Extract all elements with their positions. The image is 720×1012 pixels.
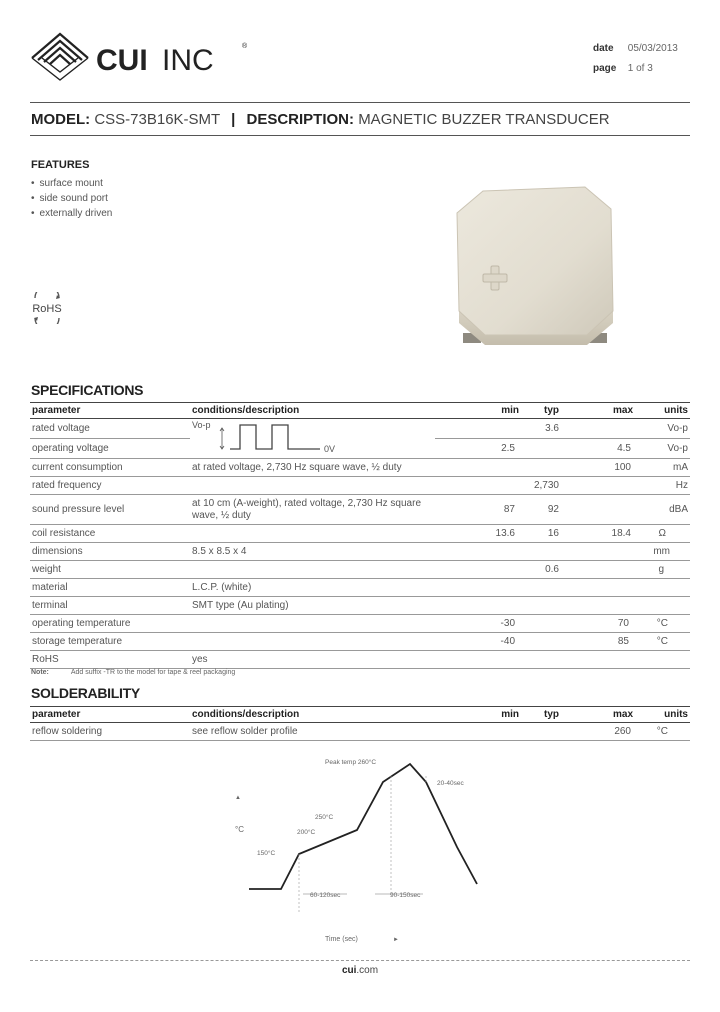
description-value: MAGNETIC BUZZER TRANSDUCER	[358, 111, 610, 128]
logo-cui-text: CUI	[96, 44, 148, 77]
cell-min	[435, 477, 525, 495]
svg-text:►: ►	[393, 937, 399, 943]
table-row	[30, 561, 690, 579]
table-row	[30, 543, 690, 561]
cell-units: mm	[651, 543, 690, 561]
model-value: CSS-73B16K-SMT	[94, 111, 220, 128]
spec-note	[31, 669, 235, 676]
title-separator: |	[231, 111, 236, 128]
cell-conditions	[190, 561, 435, 579]
table-row	[30, 525, 690, 543]
cell-typ	[525, 615, 563, 633]
cell-parameter: coil resistance	[30, 525, 190, 543]
cell-max: 18.4	[563, 525, 651, 543]
cell-units: g	[651, 561, 690, 579]
table-row	[30, 579, 690, 597]
y-axis-label: °C	[235, 825, 244, 834]
cell-parameter: dimensions	[30, 543, 190, 561]
product-image	[455, 183, 615, 353]
cell-max: 70	[563, 615, 651, 633]
cell-parameter: material	[30, 579, 190, 597]
buzzer-product-icon	[455, 183, 615, 353]
table-row	[30, 495, 690, 525]
table-header-row	[30, 403, 690, 419]
cell-parameter: reflow soldering	[30, 723, 190, 741]
cell-max: 4.5	[563, 439, 651, 459]
cell-max	[563, 477, 651, 495]
cell-conditions	[190, 633, 435, 651]
cell-parameter: storage temperature	[30, 633, 190, 651]
note-text: Add suffix -TR to the model for tape & reel packaging	[70, 669, 236, 676]
cell-parameter: weight	[30, 561, 190, 579]
cell-typ	[525, 633, 563, 651]
header-min: min	[435, 707, 525, 723]
header-units: units	[651, 707, 690, 723]
cell-min	[435, 561, 525, 579]
cell-typ	[525, 723, 563, 741]
waveform-top-label: Vo-p	[192, 420, 211, 430]
cell-units: dBA	[651, 495, 690, 525]
solderability-table	[30, 706, 690, 741]
table-row	[30, 615, 690, 633]
cell-conditions: 8.5 x 8.5 x 4	[190, 543, 435, 561]
cell-units: mA	[651, 459, 690, 477]
cell-units: Ω	[651, 525, 690, 543]
svg-text:®: ®	[242, 43, 248, 50]
table-row	[30, 597, 690, 615]
cell-typ: 16	[525, 525, 563, 543]
cell-min: 87	[435, 495, 525, 525]
header-parameter: parameter	[30, 403, 190, 419]
footer-brand: cui	[341, 965, 357, 976]
logo-inc-text: INC	[162, 44, 214, 77]
cell-min: -40	[435, 633, 525, 651]
cell-typ: 3.6	[525, 419, 563, 439]
cell-min	[435, 419, 525, 439]
header-divider	[30, 102, 690, 103]
title-divider	[30, 135, 690, 136]
label-200: 200°C	[297, 829, 316, 836]
date-value: 05/03/2013	[627, 43, 678, 54]
rohs-badge	[29, 292, 65, 324]
table-row	[30, 459, 690, 477]
cell-max: 100	[563, 459, 651, 477]
header-min: min	[435, 403, 525, 419]
table-header-row	[30, 707, 690, 723]
waveform-bottom-label: 0V	[324, 444, 336, 454]
header-typ: typ	[525, 707, 563, 723]
solderability-title: SOLDERABILITY	[31, 685, 140, 701]
page-label: page	[593, 63, 617, 74]
cell-conditions	[190, 525, 435, 543]
footer-link[interactable]	[0, 965, 720, 976]
header-typ: typ	[525, 403, 563, 419]
model-title	[31, 111, 610, 128]
cell-conditions: at rated voltage, 2,730 Hz square wave, ½ duty	[190, 459, 563, 477]
label-60-120: 60-120sec	[310, 892, 341, 899]
header-units: units	[651, 403, 690, 419]
cell-min	[435, 543, 525, 561]
cell-conditions: L.C.P. (white)	[190, 579, 435, 597]
cell-parameter: terminal	[30, 597, 190, 615]
feature-item: • externally driven	[31, 206, 112, 221]
cell-conditions: see reflow solder profile	[190, 723, 435, 741]
cell-typ: 0.6	[525, 561, 563, 579]
rohs-icon	[29, 292, 65, 324]
features-title: FEATURES	[31, 159, 90, 171]
feature-item: • surface mount	[31, 176, 112, 191]
header-max: max	[563, 403, 651, 419]
model-label: MODEL:	[31, 111, 91, 128]
cell-min: 13.6	[435, 525, 525, 543]
features-list	[31, 176, 112, 221]
svg-text:▲: ▲	[235, 795, 241, 801]
cell-parameter: operating temperature	[30, 615, 190, 633]
cell-conditions: SMT type (Au plating)	[190, 597, 435, 615]
cell-parameter: operating voltage	[30, 439, 190, 459]
header-conditions: conditions/description	[190, 403, 435, 419]
cell-max: 260	[563, 723, 651, 741]
specifications-title: SPECIFICATIONS	[31, 382, 144, 398]
cell-max	[563, 419, 651, 439]
rohs-text: RoHS	[32, 303, 62, 315]
footer-divider	[30, 960, 690, 961]
cell-units: °C	[651, 615, 690, 633]
table-row	[30, 651, 690, 669]
peak-temp-label: Peak temp 260°C	[325, 759, 377, 766]
cell-parameter: RoHS	[30, 651, 190, 669]
cell-parameter: rated frequency	[30, 477, 190, 495]
header-parameter: parameter	[30, 707, 190, 723]
cell-parameter: sound pressure level	[30, 495, 190, 525]
cell-units: Vo-p	[651, 439, 690, 459]
cell-units: Vo-p	[651, 419, 690, 439]
cell-min: -30	[435, 615, 525, 633]
label-90-150: 90-150sec	[390, 892, 421, 899]
cell-max: 85	[563, 633, 651, 651]
reflow-profile-chart	[225, 752, 485, 947]
date-row	[593, 43, 678, 54]
waveform-cell	[190, 419, 435, 459]
feature-item: • side sound port	[31, 191, 112, 206]
cell-max	[563, 543, 651, 561]
cui-logo-icon	[30, 28, 250, 88]
date-label: date	[593, 43, 614, 54]
cui-logo	[30, 28, 250, 88]
reflow-profile-graph	[225, 752, 485, 947]
cell-conditions	[190, 615, 435, 633]
cell-typ	[525, 543, 563, 561]
cell-min	[435, 723, 525, 741]
cell-conditions	[190, 477, 435, 495]
page-row	[593, 63, 653, 74]
cell-parameter: current consumption	[30, 459, 190, 477]
cell-typ	[525, 439, 563, 459]
cell-conditions: yes	[190, 651, 435, 669]
cell-min: 2.5	[435, 439, 525, 459]
cell-parameter: rated voltage	[30, 419, 190, 439]
footer-suffix: .com	[356, 965, 379, 976]
table-row	[30, 477, 690, 495]
header-max: max	[563, 707, 651, 723]
cell-conditions: at 10 cm (A-weight), rated voltage, 2,730 Hz square wave, ½ duty	[190, 495, 435, 525]
table-row	[30, 723, 690, 741]
note-label: Note:	[31, 669, 49, 676]
table-row	[30, 633, 690, 651]
page-value: 1 of 3	[627, 63, 653, 74]
header-conditions: conditions/description	[190, 707, 435, 723]
x-axis-label: Time (sec)	[325, 936, 358, 943]
cell-typ: 92	[525, 495, 563, 525]
cell-typ: 2,730	[525, 477, 563, 495]
cell-units: °C	[651, 633, 690, 651]
cell-units: °C	[651, 723, 690, 741]
label-250: 250°C	[315, 814, 334, 821]
cell-max	[563, 495, 651, 525]
square-wave-icon	[190, 419, 350, 455]
cell-units: Hz	[651, 477, 690, 495]
cell-max	[563, 561, 651, 579]
label-150: 150°C	[257, 850, 276, 857]
table-row	[30, 419, 690, 439]
specifications-table	[30, 402, 690, 669]
label-20-40: 20-40sec	[437, 780, 464, 787]
description-label: DESCRIPTION:	[246, 111, 355, 128]
